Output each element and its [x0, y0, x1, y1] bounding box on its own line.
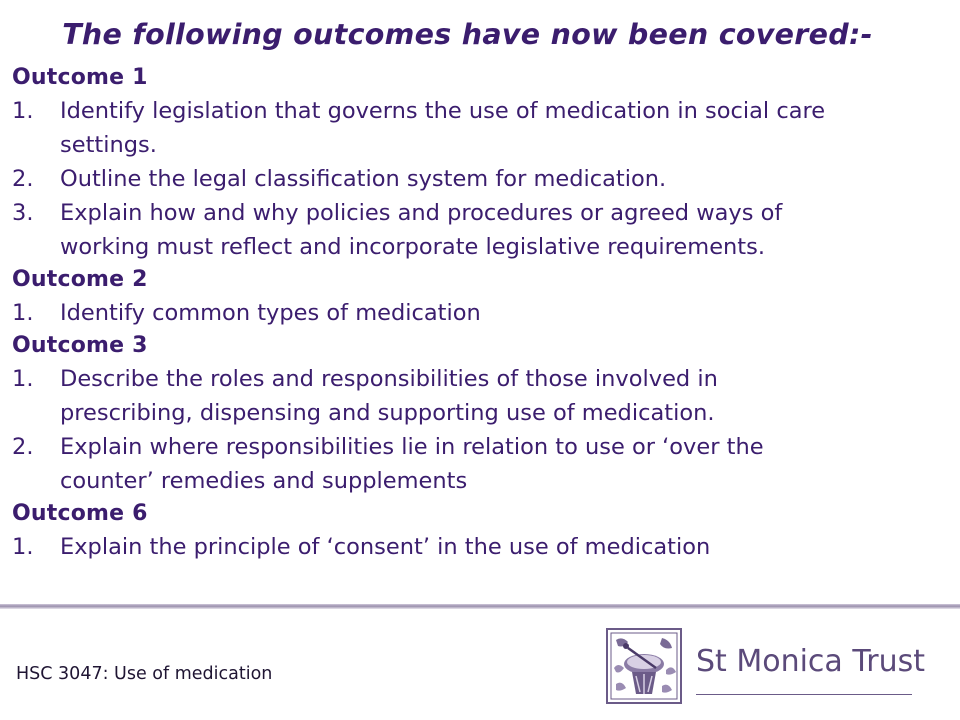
outcome-heading: Outcome 6 — [12, 501, 148, 526]
outcome-item — [12, 196, 942, 264]
outcome-item — [12, 362, 942, 430]
item-number: 1. — [12, 300, 34, 326]
item-text — [60, 162, 942, 196]
outcome-item — [12, 162, 942, 196]
item-text — [60, 296, 942, 330]
brand-name: St Monica Trust — [696, 644, 925, 679]
item-number: 2. — [12, 166, 34, 192]
outcome-group — [12, 264, 942, 330]
item-text-line: Describe the roles and responsibilities of those involved in — [60, 366, 718, 392]
item-number: 1. — [12, 366, 34, 392]
item-text — [60, 430, 942, 498]
slide-title: The following outcomes have now been covered:- — [62, 18, 873, 51]
item-text-line: Explain the principle of ‘consent’ in the use of medication — [60, 534, 711, 560]
item-text — [60, 94, 942, 162]
outcome-item — [12, 530, 942, 564]
item-number: 3. — [12, 200, 34, 226]
outcome-heading: Outcome 1 — [12, 65, 148, 90]
item-number: 2. — [12, 434, 34, 460]
item-text-line: counter’ remedies and supplements — [60, 468, 468, 494]
outcomes-list — [12, 62, 942, 564]
outcome-item — [12, 296, 942, 330]
footer-divider — [0, 604, 960, 609]
item-text-line: working must reflect and incorporate legislative requirements. — [60, 234, 765, 260]
item-text-line: Identify legislation that governs the use of medication in social care — [60, 98, 826, 124]
item-text-line: Outline the legal classification system for medication. — [60, 166, 667, 192]
item-text — [60, 530, 942, 564]
brand-underline — [696, 694, 912, 695]
course-label: HSC 3047: Use of medication — [16, 664, 273, 684]
outcome-group — [12, 330, 942, 498]
outcome-group — [12, 62, 942, 264]
item-text-line: settings. — [60, 132, 157, 158]
item-text-line: prescribing, dispensing and supporting use of medication. — [60, 400, 715, 426]
outcome-heading: Outcome 3 — [12, 333, 148, 358]
item-text — [60, 362, 942, 430]
outcome-item — [12, 94, 942, 162]
outcome-item — [12, 430, 942, 498]
item-text — [60, 196, 942, 264]
outcome-heading: Outcome 2 — [12, 267, 148, 292]
outcome-group — [12, 498, 942, 564]
item-text-line: Explain where responsibilities lie in relation to use or ‘over the — [60, 434, 764, 460]
st-monica-trust-crest-icon — [606, 628, 682, 704]
item-number: 1. — [12, 98, 34, 124]
item-number: 1. — [12, 534, 34, 560]
item-text-line: Explain how and why policies and procedures or agreed ways of — [60, 200, 783, 226]
item-text-line: Identify common types of medication — [60, 300, 481, 326]
